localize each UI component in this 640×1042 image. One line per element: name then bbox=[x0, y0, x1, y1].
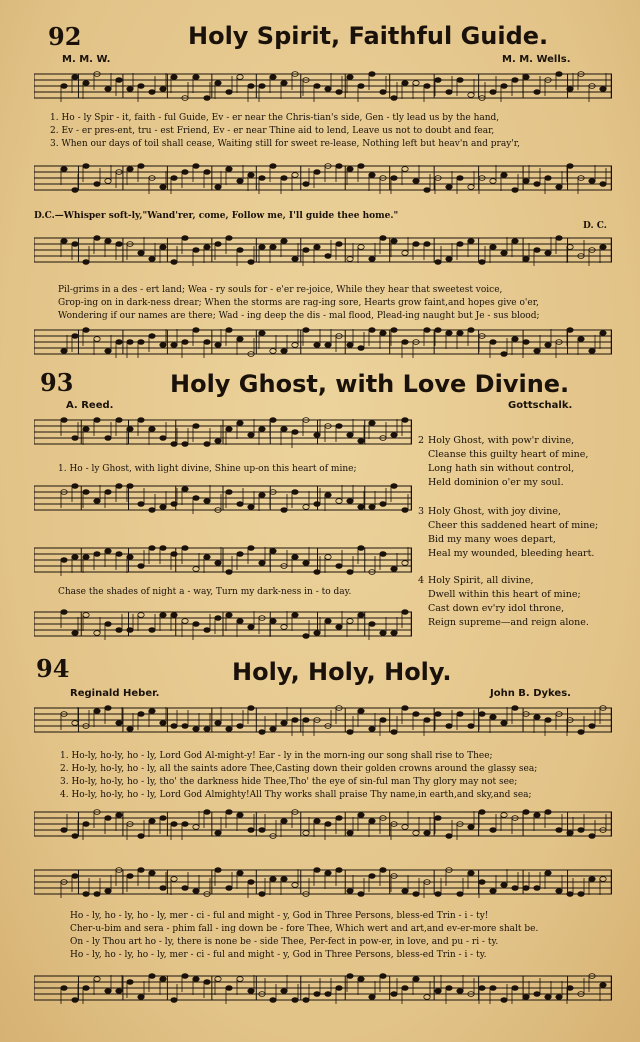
stanza-line: Long hath sin without control, bbox=[428, 463, 575, 474]
verse-94-3: 3. Ho-ly, ho-ly, ho - ly, tho' the darkness hide Thee,Tho' the eye of sin-ful man Thy glory may not see; bbox=[60, 777, 518, 787]
treble-staff-93a bbox=[34, 412, 412, 456]
verse-92-2: 2. Ev - er pres-ent, tru - est Friend, Ev - er near Thine aid to lend, Leave us not to doubt and fear, bbox=[50, 126, 495, 136]
verse2-92-3: Wondering if our names are there; Wad - ing deep the dis - mal flood, Plead-ing naught but Je - sus blood; bbox=[58, 311, 540, 321]
treble-staff-92a bbox=[34, 66, 612, 110]
verse-92-1: 1. Ho - ly Spir - it, faith - ful Guide, Ev - er near the Chris-tian's side, Gen - tly lead us by the hand, bbox=[50, 113, 500, 123]
verse2-94-4: Ho - ly, ho - ly, ho - ly, mer - ci - ful and might - y, God in Three Persons, bless-ed Trin - i - ty. bbox=[70, 950, 487, 960]
stanza-line: Heal my wounded, bleeding heart. bbox=[428, 548, 595, 559]
bass-staff-93b bbox=[34, 604, 412, 648]
hymn-title-94: Holy, Holy, Holy. bbox=[232, 658, 452, 686]
stanza-line: Holy Spirit, all divine, bbox=[428, 575, 534, 586]
stanza-line: Bid my many woes depart, bbox=[428, 534, 556, 545]
bass-staff-92a bbox=[34, 158, 612, 202]
treble-staff-93b bbox=[34, 540, 412, 584]
stanza-93-2 bbox=[418, 434, 589, 488]
hymn-title-92: Holy Spirit, Faithful Guide. bbox=[188, 22, 549, 50]
hymn-title-93: Holy Ghost, with Love Divine. bbox=[170, 370, 570, 398]
hymn-number-92: 92 bbox=[48, 22, 82, 51]
verse-94-1: 1. Ho-ly, ho-ly, ho - ly, Lord God Al-might-y! Ear - ly in the morn-ing our song shall rise to Thee; bbox=[60, 751, 493, 761]
bass-staff-92b bbox=[34, 322, 612, 366]
verse2-94-1: Ho - ly, ho - ly, ho - ly, mer - ci - ful and might - y, God in Three Persons, bless-ed Trin - i - ty! bbox=[70, 911, 489, 921]
stanza-line: Held dominion o'er my soul. bbox=[428, 477, 564, 488]
composer-credit-94: John B. Dykes. bbox=[490, 688, 571, 699]
author-credit-92: M. M. W. bbox=[62, 54, 111, 65]
hymn-number-94: 94 bbox=[36, 654, 70, 683]
verse2-94-2: Cher-u-bim and sera - phim fall - ing down be - fore Thee, Which wert and art,and ev-er-more shalt be. bbox=[70, 924, 539, 934]
treble-staff-94b bbox=[34, 862, 612, 906]
hymn-number-93: 93 bbox=[40, 368, 74, 397]
verse-93-2: Chase the shades of night a - way, Turn my dark-ness in - to day. bbox=[58, 587, 352, 597]
bass-staff-94a bbox=[34, 804, 612, 848]
treble-staff-92b bbox=[34, 230, 612, 274]
bass-staff-94b bbox=[34, 968, 612, 1012]
stanza-number: 4 bbox=[418, 575, 425, 586]
composer-credit-92: M. M. Wells. bbox=[502, 54, 571, 65]
stanza-line: Holy Ghost, with pow'r divine, bbox=[428, 435, 575, 446]
stanza-line: Cheer this saddened heart of mine; bbox=[428, 520, 599, 531]
stanza-line: Cleanse this guilty heart of mine, bbox=[428, 449, 589, 460]
verse-94-2: 2. Ho-ly, ho-ly, ho - ly, all the saints adore Thee,Casting down their golden crowns around the glassy sea; bbox=[60, 764, 538, 774]
stanza-line: Dwell within this heart of mine; bbox=[428, 589, 581, 600]
stanza-number: 2 bbox=[418, 435, 425, 446]
bass-staff-93a bbox=[34, 478, 412, 522]
stanza-line: Holy Ghost, with joy divine, bbox=[428, 506, 562, 517]
stanza-93-3 bbox=[418, 505, 599, 559]
treble-staff-94a bbox=[34, 700, 612, 744]
stanza-number: 3 bbox=[418, 506, 425, 517]
stanza-line: Reign supreme—and reign alone. bbox=[428, 617, 589, 628]
dc-line-92: D.C.—Whisper soft-ly,"Wand'rer, come, Follow me, I'll guide thee home." bbox=[34, 211, 399, 221]
verse-92-3: 3. When our days of toil shall cease, Waiting still for sweet re-lease, Nothing left but heav'n and pray'r, bbox=[50, 139, 520, 149]
verse2-92-2: Grop-ing on in dark-ness drear; When the storms are rag-ing sore, Hearts grow faint,and hopes give o'er, bbox=[58, 298, 539, 308]
dc-mark-92: D. C. bbox=[583, 221, 607, 231]
verse2-92-1: Pil-grims in a des - ert land; Wea - ry souls for - e'er re-joice, While they hear that sweetest voice, bbox=[58, 285, 503, 295]
verse-93-1: 1. Ho - ly Ghost, with light divine, Shine up-on this heart of mine; bbox=[58, 464, 357, 474]
stanza-line: Cast down ev'ry idol throne, bbox=[428, 603, 565, 614]
verse2-94-3: On - ly Thou art ho - ly, there is none be - side Thee, Per-fect in pow-er, in love, and pu - ri - ty. bbox=[70, 937, 499, 947]
composer-credit-93: Gottschalk. bbox=[508, 400, 573, 411]
verse-94-4: 4. Ho-ly, ho-ly, ho - ly, Lord God Almighty!All Thy works shall praise Thy name,in earth,and sky,and sea; bbox=[60, 790, 532, 800]
stanza-93-4 bbox=[418, 574, 589, 628]
author-credit-94: Reginald Heber. bbox=[70, 688, 160, 699]
author-credit-93: A. Reed. bbox=[66, 400, 114, 411]
